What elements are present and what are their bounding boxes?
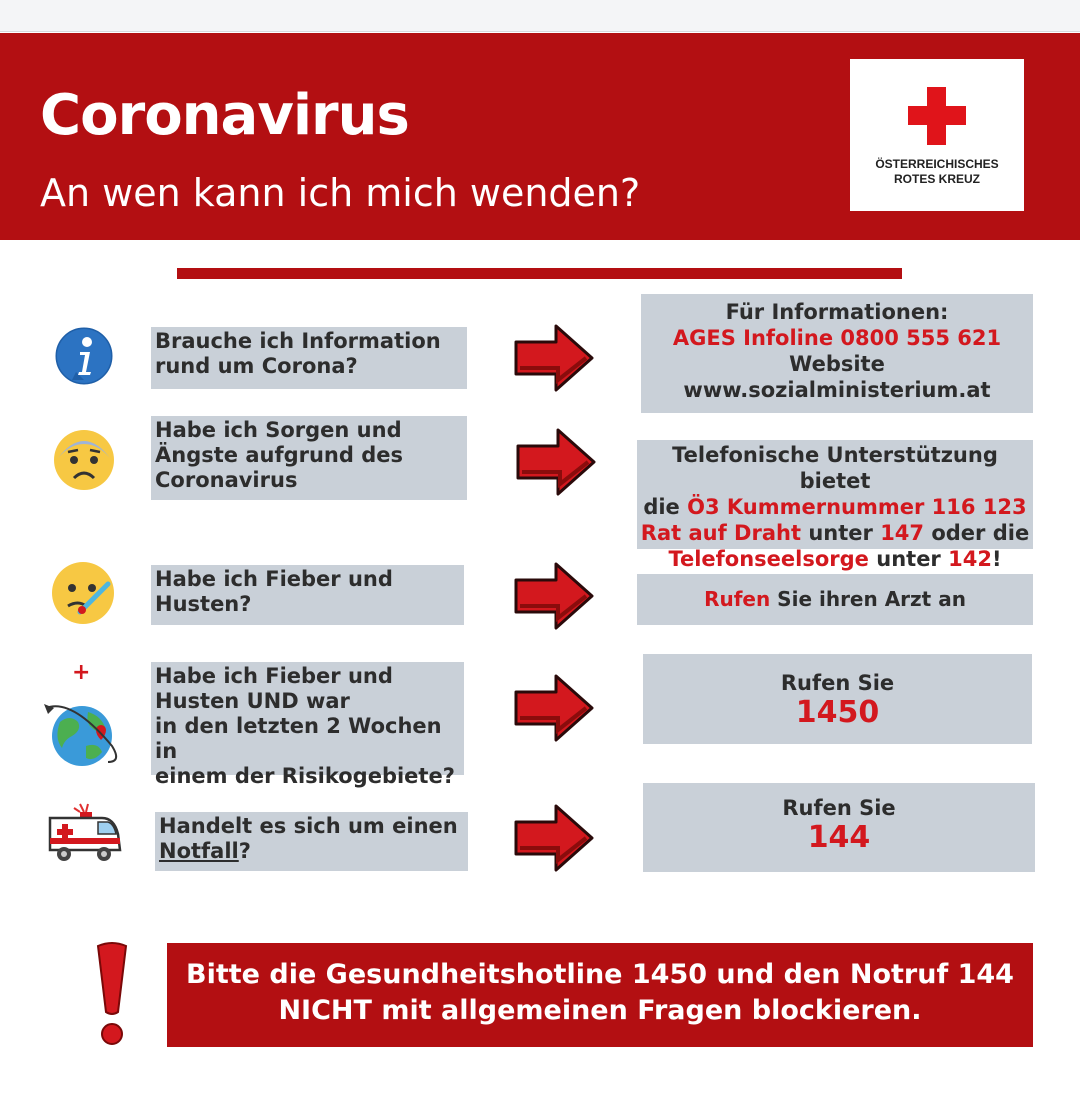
plus-icon: + — [72, 660, 91, 685]
answer-box-4 — [643, 654, 1032, 744]
question-line: rund um Corona? — [155, 354, 358, 378]
question-line: Husten? — [155, 592, 252, 616]
rufen-emphasis: Rufen — [704, 587, 771, 611]
warning-line-1: Bitte die Gesundheitshotline 1450 und den Notruf 144 — [186, 959, 1014, 990]
question-line: Handelt es sich um einen — [159, 814, 458, 838]
answer-box-5 — [643, 783, 1035, 872]
page-subtitle: An wen kann ich mich wenden? — [40, 171, 641, 215]
question-line: Habe ich Fieber und — [155, 567, 393, 591]
notfall-word: Notfall — [159, 839, 239, 863]
question-line: Habe ich Sorgen und — [155, 418, 402, 442]
question-line: Brauche ich Information — [155, 329, 441, 353]
red-cross-logo — [850, 59, 1024, 211]
top-strip — [0, 0, 1080, 32]
sick-face-icon — [50, 560, 116, 626]
question-line: Coronavirus — [155, 468, 298, 492]
page-title: Coronavirus — [40, 83, 409, 148]
question-box-2 — [151, 416, 467, 500]
question-line: einem der Risikogebiete? — [155, 764, 455, 788]
answer-text: ! — [991, 547, 1002, 571]
hotline-number: 1450 — [795, 695, 880, 730]
number-142: 142 — [948, 547, 992, 571]
arrow-right-icon — [512, 320, 596, 396]
answer-line — [637, 546, 1033, 572]
answer-text: die — [643, 495, 688, 519]
answer-text: unter — [868, 547, 949, 571]
rat-auf-draht: Rat auf Draht — [640, 521, 802, 545]
arrow-right-icon — [512, 800, 596, 876]
answer-box-2 — [637, 440, 1033, 571]
answer-text: Sie ihren Arzt an — [770, 587, 966, 611]
question-box-5 — [155, 812, 468, 871]
arrow-right-icon — [512, 558, 596, 634]
ambulance-icon — [44, 800, 124, 868]
number-147: 147 — [880, 521, 925, 545]
question-line: Habe ich Fieber und — [155, 664, 393, 688]
answer-label: Rufen Sie — [780, 671, 895, 695]
website-link[interactable]: www.sozialministerium.at — [683, 378, 991, 402]
question-box-4 — [151, 662, 464, 788]
question-line: Husten UND war — [155, 689, 350, 713]
answer-line — [637, 494, 1033, 520]
logo-text — [850, 157, 1024, 187]
answer-text: unter — [801, 521, 881, 545]
emergency-number: 144 — [807, 820, 871, 855]
telefonseelsorge: Telefonseelsorge — [668, 547, 869, 571]
divider-bar — [177, 268, 902, 279]
globe-travel-icon — [42, 696, 124, 772]
answer-line: Telefonische Unterstützung bietet — [672, 443, 998, 493]
answer-text: oder die — [924, 521, 1030, 545]
arrow-right-icon — [514, 424, 598, 500]
answer-box-3 — [637, 574, 1033, 625]
answer-label: Rufen Sie — [782, 796, 896, 820]
answer-line: Website — [789, 352, 885, 376]
answer-line: Für Informationen: — [725, 300, 949, 324]
question-line: in den letzten 2 Wochen in — [155, 714, 442, 763]
question-box-3 — [151, 565, 464, 625]
question-box-1 — [151, 327, 467, 389]
logo-line-2: ROTES KREUZ — [893, 172, 980, 186]
answer-box-1 — [641, 294, 1033, 413]
info-icon — [50, 322, 118, 390]
worried-face-icon — [52, 428, 116, 492]
warning-line-2: NICHT mit allgemeinen Fragen blockieren. — [278, 995, 922, 1026]
answer-line — [637, 520, 1033, 546]
logo-line-1: ÖSTERREICHISCHES — [875, 157, 999, 171]
ages-infoline: AGES Infoline 0800 555 621 — [672, 326, 1002, 350]
question-mark: ? — [238, 839, 251, 863]
exclamation-icon — [90, 940, 134, 1048]
kummernummer: Ö3 Kummernummer 116 123 — [687, 495, 1027, 519]
arrow-right-icon — [512, 670, 596, 746]
question-line — [159, 839, 468, 864]
red-cross-icon-bar — [908, 106, 966, 125]
question-line: Ängste aufgrund des — [155, 443, 403, 467]
warning-banner — [167, 943, 1033, 1047]
